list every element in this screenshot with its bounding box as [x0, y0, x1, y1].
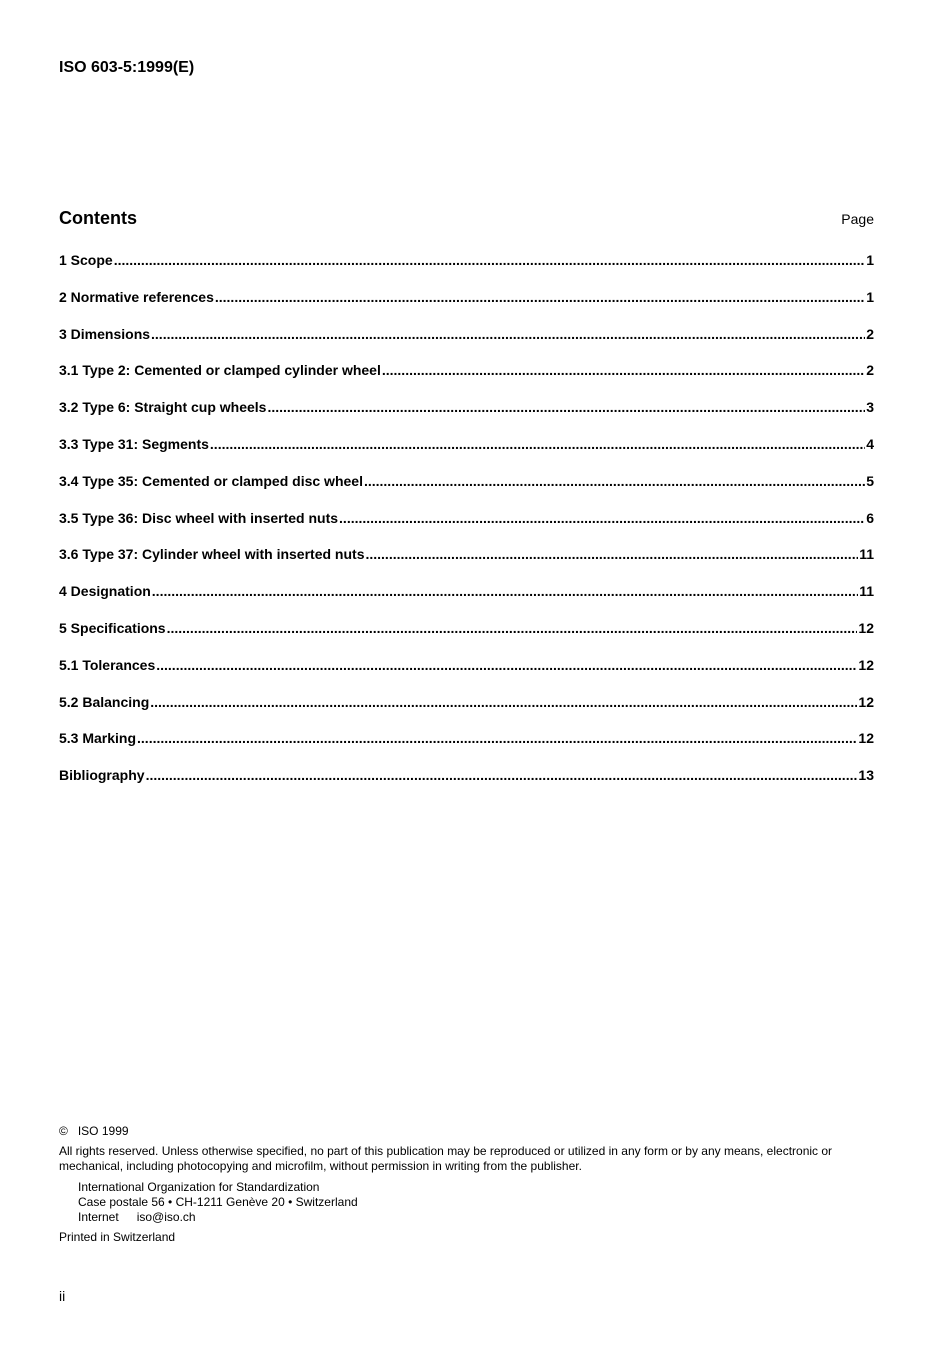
internet-label: Internet	[78, 1210, 119, 1224]
toc-entry-dimensions[interactable]	[59, 325, 874, 362]
toc-entry-title: 5.1 Tolerances	[59, 656, 156, 673]
toc-entry-type-31[interactable]	[59, 435, 874, 472]
publisher-address	[59, 1180, 874, 1225]
toc-dot-leader	[114, 251, 866, 269]
toc-entry-title: 5.2 Balancing	[59, 693, 150, 710]
copyright-text: ISO 1999	[77, 1124, 129, 1138]
toc-dot-leader	[150, 693, 857, 711]
copyright-footer	[59, 1124, 874, 1245]
printed-in: Printed in Switzerland	[59, 1230, 176, 1244]
toc-entry-type-2[interactable]	[59, 361, 874, 398]
toc-dot-leader	[167, 619, 858, 637]
org-name: International Organization for Standardization	[78, 1180, 320, 1194]
toc-entry-page: 11	[859, 583, 874, 600]
toc-entry-page: 12	[858, 693, 874, 710]
toc-entry-page: 5	[866, 472, 874, 489]
toc-entry-page: 3	[866, 399, 874, 416]
toc-entry-title: 5 Specifications	[59, 619, 166, 636]
toc-entry-page: 1	[866, 288, 874, 305]
toc-entry-title: 3.6 Type 37: Cylinder wheel with inserted nuts	[59, 546, 365, 563]
toc-entry-page: 13	[858, 767, 874, 784]
toc-entry-type-6[interactable]	[59, 398, 874, 435]
toc-entry-title: 3 Dimensions	[59, 325, 151, 342]
toc-entry-page: 2	[866, 362, 874, 379]
toc-entry-title: 1 Scope	[59, 252, 113, 268]
toc-entry-title: 5.3 Marking	[59, 730, 137, 747]
toc-dot-leader	[156, 656, 857, 674]
contents-title: Contents	[59, 208, 137, 228]
toc-entry-page: 1	[866, 252, 874, 268]
toc-entry-page: 6	[866, 509, 874, 526]
toc-entry-page: 12	[858, 730, 874, 747]
toc-entry-page: 11	[859, 546, 874, 563]
page-column-label: Page	[841, 211, 874, 227]
toc-dot-leader	[152, 582, 858, 600]
page-number: ii	[59, 1288, 66, 1304]
toc-entry-designation[interactable]	[59, 582, 874, 619]
toc-entry-type-37[interactable]	[59, 545, 874, 582]
email-link[interactable]: iso@iso.ch	[136, 1210, 196, 1224]
toc-dot-leader	[137, 729, 857, 747]
toc-entry-title: 3.4 Type 35: Cemented or clamped disc wheel	[59, 472, 363, 489]
toc-entry-scope[interactable]	[59, 251, 874, 288]
toc-entry-title: 4 Designation	[59, 583, 151, 600]
toc-entry-page: 12	[858, 656, 874, 673]
toc-dot-leader	[215, 288, 865, 306]
toc-entry-page: 2	[866, 325, 874, 342]
toc-entry-title: Bibliography	[59, 767, 145, 784]
toc-entry-type-36[interactable]	[59, 509, 874, 546]
toc-entry-title: 3.5 Type 36: Disc wheel with inserted nuts	[59, 509, 339, 526]
toc-entry-page: 12	[858, 619, 874, 636]
toc-entry-tolerances[interactable]	[59, 656, 874, 693]
copyright-icon: ©	[59, 1124, 68, 1138]
contents-header	[59, 208, 874, 229]
toc-dot-leader	[267, 398, 865, 416]
copyright-line	[59, 1124, 874, 1139]
toc-entry-marking[interactable]	[59, 729, 874, 766]
toc-dot-leader	[364, 472, 865, 490]
toc-entry-title: 3.1 Type 2: Cemented or clamped cylinder wheel	[59, 362, 381, 379]
table-of-contents	[59, 251, 874, 803]
toc-entry-page: 4	[866, 435, 874, 452]
toc-dot-leader	[365, 545, 858, 563]
postal-address: Case postale 56 • CH-1211 Genève 20 • Switzerland	[78, 1195, 358, 1209]
toc-entry-title: 2 Normative references	[59, 288, 214, 305]
toc-entry-specifications[interactable]	[59, 619, 874, 656]
toc-dot-leader	[210, 435, 865, 453]
toc-entry-balancing[interactable]	[59, 693, 874, 730]
toc-entry-bibliography[interactable]	[59, 766, 874, 803]
toc-entry-title: 3.3 Type 31: Segments	[59, 435, 209, 452]
toc-entry-normative-references[interactable]	[59, 288, 874, 325]
toc-dot-leader	[382, 361, 865, 379]
toc-entry-title: 3.2 Type 6: Straight cup wheels	[59, 399, 267, 416]
toc-dot-leader	[339, 509, 865, 527]
internet-line	[78, 1210, 874, 1225]
rights-statement: All rights reserved. Unless otherwise specified, no part of this publication may be reproduced or utilized in any form or by any means, electronic or mechanical, including photocopying and microfilm, without permission in writing from the publisher.	[59, 1144, 833, 1173]
document-id: ISO 603-5:1999(E)	[59, 59, 195, 76]
toc-dot-leader	[146, 766, 858, 784]
toc-dot-leader	[151, 325, 865, 343]
toc-entry-type-35[interactable]	[59, 472, 874, 509]
